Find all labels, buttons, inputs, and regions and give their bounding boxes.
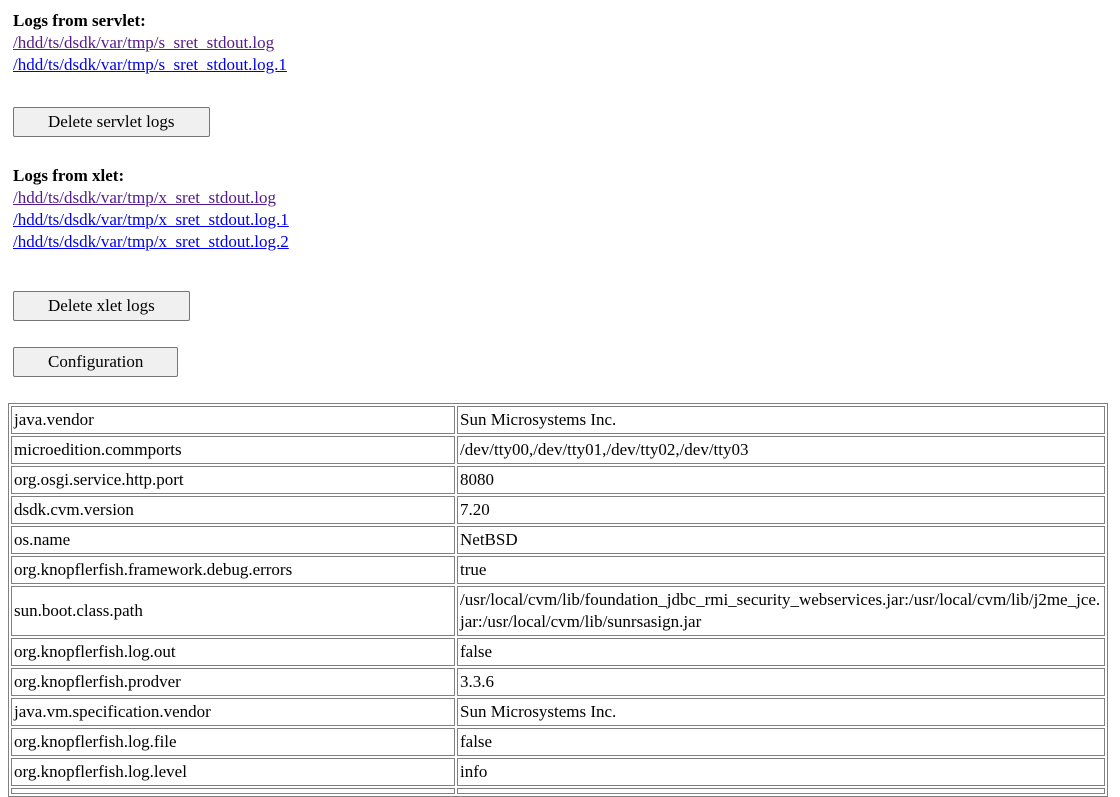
table-row	[11, 668, 1105, 696]
property-value	[457, 788, 1105, 794]
property-key: java.vm.specification.vendor	[11, 698, 455, 726]
table-row	[11, 466, 1105, 494]
table-row	[11, 436, 1105, 464]
table-row	[11, 526, 1105, 554]
property-value: /usr/local/cvm/lib/foundation_jdbc_rmi_security_webservices.jar:/usr/local/cvm/lib/j2me_jce.jar:/usr/local/cvm/lib/sunrsasign.jar	[457, 586, 1105, 636]
property-value: false	[457, 728, 1105, 756]
table-row	[11, 406, 1105, 434]
servlet-logs-heading: Logs from servlet:	[13, 11, 146, 30]
xlet-log-link-3[interactable]: /hdd/ts/dsdk/var/tmp/x_sret_stdout.log.2	[13, 232, 289, 251]
property-value: Sun Microsystems Inc.	[457, 698, 1105, 726]
table-row	[11, 758, 1105, 786]
table-row	[11, 638, 1105, 666]
property-value: 8080	[457, 466, 1105, 494]
property-key: sun.boot.class.path	[11, 586, 455, 636]
configuration-button[interactable]: Configuration	[13, 347, 178, 377]
delete-servlet-logs-button[interactable]: Delete servlet logs	[13, 107, 210, 137]
property-value: false	[457, 638, 1105, 666]
property-key: org.osgi.service.http.port	[11, 466, 455, 494]
servlet-log-link-1[interactable]: /hdd/ts/dsdk/var/tmp/s_sret_stdout.log	[13, 33, 275, 52]
table-row	[11, 586, 1105, 636]
property-key	[11, 788, 455, 794]
property-key: dsdk.cvm.version	[11, 496, 455, 524]
system-properties-table	[8, 403, 1108, 797]
property-key: org.knopflerfish.log.out	[11, 638, 455, 666]
servlet-button-row	[8, 107, 1112, 137]
property-key: org.knopflerfish.framework.debug.errors	[11, 556, 455, 584]
table-row	[11, 556, 1105, 584]
xlet-log-link-2[interactable]: /hdd/ts/dsdk/var/tmp/x_sret_stdout.log.1	[13, 210, 289, 229]
table-row	[11, 496, 1105, 524]
property-key: org.knopflerfish.log.file	[11, 728, 455, 756]
table-row	[11, 728, 1105, 756]
xlet-logs-section	[8, 165, 1112, 253]
property-key: microedition.commports	[11, 436, 455, 464]
table-row	[11, 698, 1105, 726]
configuration-button-row	[8, 347, 1112, 377]
servlet-log-link-2[interactable]: /hdd/ts/dsdk/var/tmp/s_sret_stdout.log.1	[13, 55, 287, 74]
property-value: /dev/tty00,/dev/tty01,/dev/tty02,/dev/tty03	[457, 436, 1105, 464]
servlet-logs-section	[8, 10, 1112, 76]
property-value: 7.20	[457, 496, 1105, 524]
table-row-partial	[11, 788, 1105, 794]
property-value: info	[457, 758, 1105, 786]
property-key: java.vendor	[11, 406, 455, 434]
property-key: os.name	[11, 526, 455, 554]
property-value: true	[457, 556, 1105, 584]
xlet-log-link-1[interactable]: /hdd/ts/dsdk/var/tmp/x_sret_stdout.log	[13, 188, 277, 207]
xlet-logs-heading: Logs from xlet:	[13, 166, 125, 185]
property-value: Sun Microsystems Inc.	[457, 406, 1105, 434]
xlet-button-row	[8, 291, 1112, 321]
property-value: 3.3.6	[457, 668, 1105, 696]
property-key: org.knopflerfish.prodver	[11, 668, 455, 696]
delete-xlet-logs-button[interactable]: Delete xlet logs	[13, 291, 190, 321]
property-value: NetBSD	[457, 526, 1105, 554]
property-key: org.knopflerfish.log.level	[11, 758, 455, 786]
